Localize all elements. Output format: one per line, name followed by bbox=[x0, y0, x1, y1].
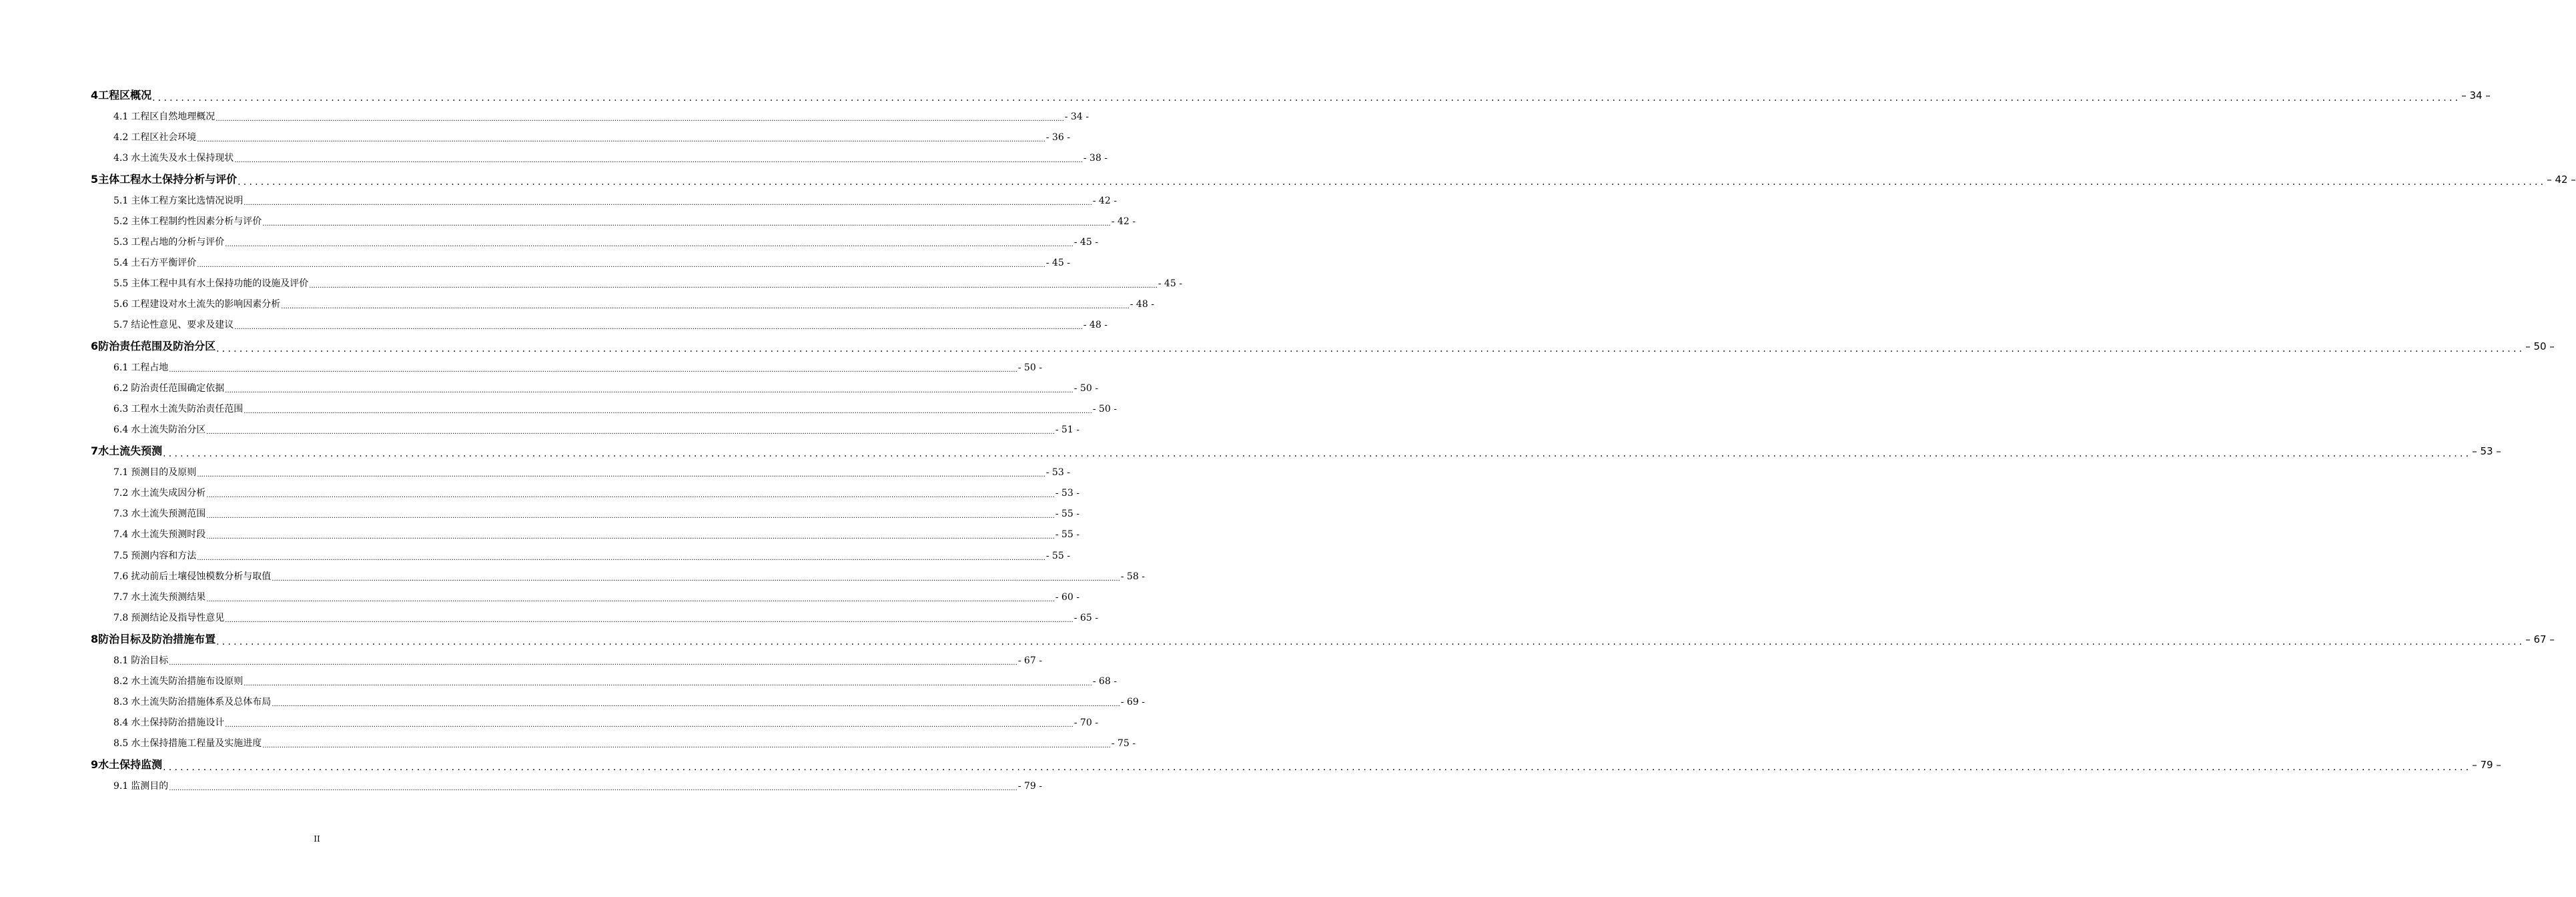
toc-dot-leader: ................................................................................................................................................................................................................................................................................................................................................................................................................ bbox=[225, 721, 1074, 729]
toc-entry-title: 水土流失及水土保持现状 bbox=[131, 152, 234, 164]
toc-entry-number: 7.1 bbox=[113, 467, 129, 479]
toc-entry-page: – 67 – bbox=[2525, 633, 2555, 645]
toc-entry-title: 监测目的 bbox=[131, 780, 169, 792]
toc-entry-page: - 53 - bbox=[1045, 467, 1070, 479]
toc-dot-leader: ................................................................................................................................................................................................................................................................................................................................................................................................................ bbox=[163, 448, 2472, 460]
toc-entry-number: 5.7 bbox=[113, 320, 129, 331]
toc-section-entry[interactable] bbox=[113, 354, 1042, 375]
toc-section-entry[interactable] bbox=[113, 312, 1108, 332]
toc-entry-number: 7.7 bbox=[113, 591, 129, 603]
toc-dot-leader: ................................................................................................................................................................................................................................................................................................................................................................................................................ bbox=[206, 513, 1055, 521]
toc-entry-page: – 53 – bbox=[2472, 445, 2501, 458]
toc-entry-page: - 45 - bbox=[1045, 258, 1070, 269]
toc-dot-leader: ................................................................................................................................................................................................................................................................................................................................................................................................................ bbox=[238, 176, 2547, 188]
toc-section-entry[interactable] bbox=[113, 375, 1098, 396]
toc-dot-leader: ................................................................................................................................................................................................................................................................................................................................................................................................................ bbox=[197, 262, 1045, 270]
toc-entry-number: 5.2 bbox=[113, 216, 129, 227]
toc-section-entry[interactable] bbox=[113, 521, 1080, 542]
toc-entry-page: - 45 - bbox=[1074, 236, 1098, 248]
toc-entry-page: - 38 - bbox=[1083, 152, 1108, 164]
toc-chapter-entry[interactable] bbox=[91, 332, 2555, 354]
toc-entry-title: 水土流失防治措施体系及总体布局 bbox=[131, 696, 272, 707]
toc-dot-leader: ................................................................................................................................................................................................................................................................................................................................................................................................................ bbox=[216, 115, 1064, 123]
toc-dot-leader: ................................................................................................................................................................................................................................................................................................................................................................................................................ bbox=[234, 156, 1083, 164]
toc-entry-page: - 67 - bbox=[1017, 655, 1042, 666]
toc-dot-leader: ................................................................................................................................................................................................................................................................................................................................................................................................................ bbox=[309, 282, 1158, 290]
toc-entry-page: – 34 – bbox=[2461, 89, 2491, 101]
toc-dot-leader: ................................................................................................................................................................................................................................................................................................................................................................................................................ bbox=[244, 199, 1092, 207]
toc-entry-title: 水土保持措施工程量及实施进度 bbox=[131, 737, 262, 749]
toc-dot-leader: ................................................................................................................................................................................................................................................................................................................................................................................................................ bbox=[206, 492, 1055, 500]
toc-entry-number: 6.1 bbox=[113, 362, 129, 374]
table-of-contents bbox=[0, 81, 2576, 794]
toc-entry-number: 8.5 bbox=[113, 737, 129, 749]
toc-entry-number: 6.3 bbox=[113, 404, 129, 415]
toc-entry-number: 6 bbox=[91, 340, 99, 352]
toc-entry-title: 水土流失防治分区 bbox=[131, 424, 206, 436]
toc-entry-title: 工程建设对水土流失的影响因素分析 bbox=[131, 299, 281, 310]
toc-entry-title: 土石方平衡评价 bbox=[131, 258, 197, 269]
toc-dot-leader: ................................................................................................................................................................................................................................................................................................................................................................................................................ bbox=[206, 533, 1055, 541]
toc-section-entry[interactable] bbox=[113, 396, 1117, 416]
toc-entry-number: 4 bbox=[91, 88, 99, 101]
toc-entry-number: 4.2 bbox=[113, 131, 129, 143]
toc-section-entry[interactable] bbox=[113, 145, 1108, 166]
toc-entry-number: 8.4 bbox=[113, 717, 129, 728]
toc-entry-number: 5.4 bbox=[113, 258, 129, 269]
toc-section-entry[interactable] bbox=[113, 124, 1070, 145]
toc-dot-leader: ................................................................................................................................................................................................................................................................................................................................................................................................................ bbox=[225, 240, 1074, 248]
toc-section-entry[interactable] bbox=[113, 188, 1117, 208]
toc-entry-title: 水土流失预测范围 bbox=[131, 509, 206, 520]
toc-entry-title: 主体工程中具有水土保持功能的设施及评价 bbox=[131, 278, 309, 290]
toc-entry-page: - 48 - bbox=[1130, 299, 1154, 310]
toc-entry-title: 防治目标 bbox=[131, 655, 169, 666]
toc-section-entry[interactable] bbox=[113, 459, 1070, 480]
toc-entry-page: - 69 - bbox=[1120, 696, 1145, 707]
toc-section-entry[interactable] bbox=[113, 501, 1080, 521]
toc-dot-leader: ................................................................................................................................................................................................................................................................................................................................................................................................................ bbox=[169, 366, 1017, 374]
toc-section-entry[interactable] bbox=[113, 229, 1098, 250]
page-number: II bbox=[314, 834, 320, 844]
toc-entry-number: 7.6 bbox=[113, 571, 129, 582]
toc-entry-number: 8.2 bbox=[113, 675, 129, 687]
toc-entry-title: 扰动前后土壤侵蚀模数分析与取值 bbox=[131, 571, 272, 582]
toc-dot-leader: ................................................................................................................................................................................................................................................................................................................................................................................................................ bbox=[197, 135, 1045, 143]
toc-entry-title: 水土流失预测结果 bbox=[131, 591, 206, 603]
toc-entry-number: 7 bbox=[91, 444, 99, 458]
toc-entry-number: 5.1 bbox=[113, 195, 129, 206]
toc-entry-page: - 79 - bbox=[1017, 780, 1042, 792]
toc-entry-page: - 51 - bbox=[1055, 424, 1080, 436]
toc-entry-title: 防治目标及防治措施布置 bbox=[98, 632, 216, 645]
toc-dot-leader: ................................................................................................................................................................................................................................................................................................................................................................................................................ bbox=[216, 636, 2525, 647]
toc-entry-title: 水土流失成因分析 bbox=[131, 488, 206, 499]
toc-dot-leader: ................................................................................................................................................................................................................................................................................................................................................................................................................ bbox=[206, 595, 1055, 603]
toc-entry-title: 工程占地 bbox=[131, 362, 169, 374]
toc-entry-title: 水土流失防治措施布设原则 bbox=[131, 675, 244, 687]
toc-entry-title: 工程占地的分析与评价 bbox=[131, 236, 225, 248]
toc-dot-leader: ................................................................................................................................................................................................................................................................................................................................................................................................................ bbox=[244, 679, 1092, 687]
toc-entry-number: 7.5 bbox=[113, 550, 129, 561]
toc-dot-leader: ................................................................................................................................................................................................................................................................................................................................................................................................................ bbox=[244, 408, 1092, 416]
toc-section-entry[interactable] bbox=[113, 773, 1042, 794]
toc-entry-title: 工程区概况 bbox=[98, 88, 152, 101]
toc-entry-number: 5 bbox=[91, 172, 99, 186]
toc-chapter-entry[interactable] bbox=[91, 625, 2555, 647]
toc-chapter-entry[interactable] bbox=[91, 166, 2576, 188]
toc-dot-leader: ................................................................................................................................................................................................................................................................................................................................................................................................................ bbox=[234, 324, 1083, 332]
toc-entry-number: 7.4 bbox=[113, 529, 129, 541]
toc-entry-title: 水土保持监测 bbox=[98, 758, 163, 771]
toc-section-entry[interactable] bbox=[113, 416, 1080, 437]
toc-entry-page: - 42 - bbox=[1092, 195, 1117, 206]
toc-entry-page: - 58 - bbox=[1120, 571, 1145, 582]
toc-entry-page: - 36 - bbox=[1045, 131, 1070, 143]
toc-dot-leader: ................................................................................................................................................................................................................................................................................................................................................................................................................ bbox=[152, 92, 2461, 103]
toc-dot-leader: ................................................................................................................................................................................................................................................................................................................................................................................................................ bbox=[206, 428, 1055, 436]
toc-dot-leader: ................................................................................................................................................................................................................................................................................................................................................................................................................ bbox=[262, 220, 1111, 228]
toc-entry-title: 工程区自然地理概况 bbox=[131, 111, 216, 122]
toc-entry-page: - 75 - bbox=[1111, 737, 1136, 749]
toc-section-entry[interactable] bbox=[113, 605, 1098, 625]
toc-entry-number: 4.1 bbox=[113, 111, 129, 122]
toc-entry-number: 7.8 bbox=[113, 612, 129, 623]
toc-dot-leader: ................................................................................................................................................................................................................................................................................................................................................................................................................ bbox=[281, 303, 1130, 311]
toc-section-entry[interactable] bbox=[113, 689, 1145, 709]
toc-entry-number: 8.3 bbox=[113, 696, 129, 707]
toc-chapter-entry[interactable] bbox=[91, 81, 2491, 103]
toc-section-entry[interactable] bbox=[113, 103, 1089, 124]
toc-dot-leader: ................................................................................................................................................................................................................................................................................................................................................................................................................ bbox=[163, 762, 2472, 773]
toc-entry-number: 4.3 bbox=[113, 152, 129, 164]
toc-entry-page: – 79 – bbox=[2472, 758, 2501, 771]
toc-entry-title: 主体工程方案比选情况说明 bbox=[131, 195, 244, 206]
toc-dot-leader: ................................................................................................................................................................................................................................................................................................................................................................................................................ bbox=[216, 344, 2525, 354]
toc-entry-page: - 70 - bbox=[1074, 717, 1098, 728]
toc-section-entry[interactable] bbox=[113, 291, 1154, 312]
toc-entry-title: 预测结论及指导性意见 bbox=[131, 612, 225, 623]
toc-entry-page: - 42 - bbox=[1111, 216, 1136, 227]
toc-entry-number: 6.2 bbox=[113, 383, 129, 394]
toc-entry-number: 5.3 bbox=[113, 236, 129, 248]
toc-entry-number: 5.6 bbox=[113, 299, 129, 310]
toc-chapter-entry[interactable] bbox=[91, 751, 2501, 773]
toc-dot-leader: ................................................................................................................................................................................................................................................................................................................................................................................................................ bbox=[272, 700, 1120, 708]
toc-section-entry[interactable] bbox=[113, 480, 1080, 501]
toc-section-entry[interactable] bbox=[113, 542, 1070, 563]
toc-section-entry[interactable] bbox=[113, 647, 1042, 668]
toc-entry-page: – 50 – bbox=[2525, 340, 2555, 352]
toc-section-entry[interactable] bbox=[113, 250, 1070, 270]
toc-entry-page: - 55 - bbox=[1055, 509, 1080, 520]
toc-entry-page: - 34 - bbox=[1064, 111, 1089, 122]
toc-entry-number: 8 bbox=[91, 632, 99, 645]
toc-entry-page: - 53 - bbox=[1055, 488, 1080, 499]
toc-entry-number: 5.5 bbox=[113, 278, 129, 290]
toc-entry-title: 防治责任范围确定依据 bbox=[131, 383, 225, 394]
toc-entry-page: - 60 - bbox=[1055, 591, 1080, 603]
toc-entry-title: 主体工程水土保持分析与评价 bbox=[98, 172, 238, 186]
toc-entry-page: - 55 - bbox=[1055, 529, 1080, 541]
toc-entry-number: 6.4 bbox=[113, 424, 129, 436]
toc-entry-title: 主体工程制约性因素分析与评价 bbox=[131, 216, 262, 227]
toc-dot-leader: ................................................................................................................................................................................................................................................................................................................................................................................................................ bbox=[169, 784, 1017, 792]
toc-entry-number: 7.2 bbox=[113, 488, 129, 499]
toc-entry-page: - 65 - bbox=[1074, 612, 1098, 623]
toc-dot-leader: ................................................................................................................................................................................................................................................................................................................................................................................................................ bbox=[272, 575, 1120, 583]
toc-entry-number: 7.3 bbox=[113, 509, 129, 520]
toc-entry-title: 结论性意见、要求及建议 bbox=[131, 320, 234, 331]
toc-dot-leader: ................................................................................................................................................................................................................................................................................................................................................................................................................ bbox=[197, 471, 1045, 479]
toc-entry-title: 水土流失预测 bbox=[98, 444, 163, 458]
toc-entry-title: 水土保持防治措施设计 bbox=[131, 717, 225, 728]
toc-entry-page: – 42 – bbox=[2547, 173, 2576, 186]
toc-entry-title: 预测目的及原则 bbox=[131, 467, 197, 479]
toc-section-entry[interactable] bbox=[113, 668, 1117, 689]
toc-dot-leader: ................................................................................................................................................................................................................................................................................................................................................................................................................ bbox=[225, 616, 1074, 624]
toc-entry-title: 防治责任范围及防治分区 bbox=[98, 340, 216, 352]
toc-entry-number: 9.1 bbox=[113, 780, 129, 792]
toc-chapter-entry[interactable] bbox=[91, 437, 2501, 460]
toc-entry-title: 工程水土流失防治责任范围 bbox=[131, 404, 244, 415]
toc-section-entry[interactable] bbox=[113, 730, 1136, 751]
toc-entry-page: - 55 - bbox=[1045, 550, 1070, 561]
toc-entry-number: 8.1 bbox=[113, 655, 129, 666]
toc-section-entry[interactable] bbox=[113, 208, 1136, 229]
toc-section-entry[interactable] bbox=[113, 270, 1182, 291]
toc-dot-leader: ................................................................................................................................................................................................................................................................................................................................................................................................................ bbox=[169, 659, 1017, 667]
toc-entry-page: - 50 - bbox=[1017, 362, 1042, 374]
toc-entry-page: - 45 - bbox=[1158, 278, 1182, 290]
toc-entry-title: 水土流失预测时段 bbox=[131, 529, 206, 541]
toc-dot-leader: ................................................................................................................................................................................................................................................................................................................................................................................................................ bbox=[225, 387, 1074, 395]
toc-section-entry[interactable] bbox=[113, 709, 1098, 730]
toc-entry-title: 工程区社会环境 bbox=[131, 131, 197, 143]
toc-entry-title: 预测内容和方法 bbox=[131, 550, 197, 561]
toc-entry-number: 9 bbox=[91, 758, 99, 771]
toc-dot-leader: ................................................................................................................................................................................................................................................................................................................................................................................................................ bbox=[197, 554, 1045, 562]
toc-entry-page: - 48 - bbox=[1083, 320, 1108, 331]
toc-entry-page: - 50 - bbox=[1074, 383, 1098, 394]
toc-section-entry[interactable] bbox=[113, 563, 1145, 584]
toc-section-entry[interactable] bbox=[113, 584, 1080, 605]
toc-entry-page: - 50 - bbox=[1092, 404, 1117, 415]
toc-dot-leader: ................................................................................................................................................................................................................................................................................................................................................................................................................ bbox=[262, 741, 1111, 750]
toc-entry-page: - 68 - bbox=[1092, 675, 1117, 687]
